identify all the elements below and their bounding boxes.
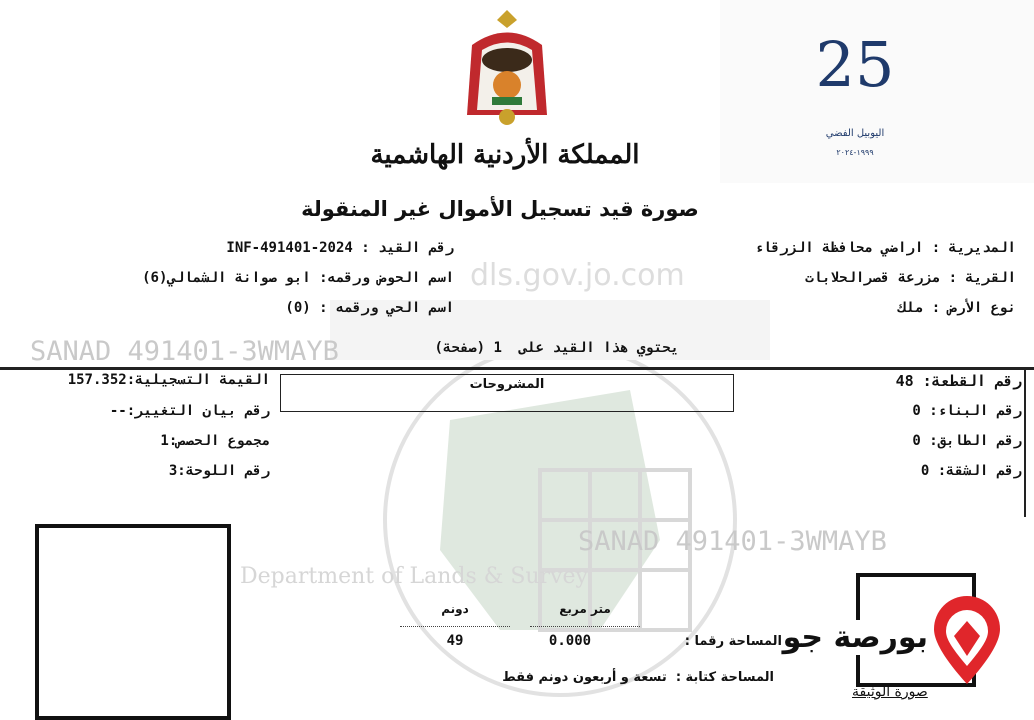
jubilee-logo-years: ١٩٩٩-٢٠٢٤ <box>836 148 874 157</box>
area-written-label: المساحة كتابة : <box>675 670 774 685</box>
remarks-box <box>280 374 734 412</box>
jordan-emblem-icon <box>452 5 562 130</box>
floor-number-row <box>912 433 1022 449</box>
dunum-column-header: دونم <box>441 602 469 616</box>
building-number-value: 0 <box>912 403 921 419</box>
area-sqm-value: 0.000 <box>548 633 592 649</box>
document-title: صورة قيد تسجيل الأموال غير المنقولة <box>301 197 699 221</box>
plate-number-label: رقم اللوحة: <box>177 463 270 479</box>
quarter-value: (0) <box>285 300 311 316</box>
divider <box>0 367 1034 370</box>
plate-number-value: 3 <box>168 463 178 479</box>
brand-logo-icon <box>932 596 1002 686</box>
site-watermark: dls.gov.jo.com <box>470 258 685 293</box>
pages-note <box>435 340 679 356</box>
record-number-label: رقم القيد : <box>361 240 454 256</box>
village-label: القرية : <box>948 270 1016 286</box>
change-statement-label: رقم بيان التغيير: <box>126 403 270 419</box>
record-number-value: 2024-INF-491401 <box>226 240 353 256</box>
quarter-row <box>285 300 454 316</box>
photo-box <box>35 524 231 720</box>
land-type-label: نوع الأرض : <box>931 300 1016 316</box>
record-number-row <box>226 240 454 256</box>
basin-row <box>142 270 454 286</box>
area-written-row <box>502 670 774 685</box>
sanad-watermark-2: SANAD 491401-3WMAYB <box>578 526 887 557</box>
sanad-watermark: SANAD 491401-3WMAYB <box>30 336 339 367</box>
sqm-column-header: متر مربع <box>559 602 611 616</box>
quarter-label: اسم الحي ورقمه : <box>319 300 454 316</box>
shares-total-row <box>60 433 270 449</box>
area-numeric-label: المساحة رقما : <box>684 634 782 649</box>
change-statement-value: -- <box>109 403 127 419</box>
basin-label: اسم الحوض ورقمه: <box>319 270 454 286</box>
parcel-number-row <box>896 372 1022 390</box>
document-image-label: صورة الوثيقة <box>852 684 928 700</box>
directorate-row <box>755 240 1016 256</box>
jubilee-logo-caption: اليوبيل الفضي <box>825 128 885 139</box>
directorate-value: اراضي محافظة الزرقاء <box>754 240 924 256</box>
land-type-row <box>898 300 1016 316</box>
pages-note-suffix: (صفحة) <box>434 340 486 356</box>
land-type-value: ملك <box>897 300 924 316</box>
change-statement-row <box>35 403 270 419</box>
parcel-number-value: 48 <box>895 372 914 390</box>
kingdom-name: المملكة الأردنية الهاشمية <box>370 140 640 170</box>
jubilee-logo-number: 25 <box>815 28 895 101</box>
parcel-number-label: رقم القطعة: <box>922 372 1022 390</box>
registered-value-label: القيمة التسجيلية: <box>126 372 270 388</box>
village-value: مزرعة قصرالحلابات <box>805 270 941 286</box>
village-row <box>805 270 1016 286</box>
directorate-label: المديرية : <box>931 240 1016 256</box>
shares-total-label: مجموع الحصص: <box>168 433 270 449</box>
registered-value: 157.352 <box>67 372 127 388</box>
area-dunum-value: 49 <box>446 633 464 649</box>
seal-text-watermark: Department of Lands & Survey <box>240 564 588 589</box>
apartment-number-value: 0 <box>920 463 930 479</box>
shares-total-value: 1 <box>160 433 169 449</box>
apartment-number-label: رقم الشقة: <box>937 463 1022 479</box>
building-number-row <box>912 403 1022 419</box>
floor-number-value: 0 <box>912 433 921 449</box>
page-count: 1 <box>493 340 502 356</box>
pages-note-prefix: يحتوي هذا القيد على <box>518 340 679 356</box>
brand-logo-text: بورصة جو <box>782 620 928 655</box>
area-written-value: تسعة و أربعون دونم فقط <box>502 670 667 685</box>
dotted-line <box>530 626 640 627</box>
divider-vertical <box>1024 367 1026 517</box>
plate-number-row <box>60 463 270 479</box>
floor-number-label: رقم الطابق: <box>929 433 1022 449</box>
building-number-label: رقم البناء: <box>929 403 1022 419</box>
dotted-line <box>400 626 510 627</box>
basin-value: ابو صوانة الشمالي(6) <box>142 270 311 286</box>
apartment-number-row <box>921 463 1022 479</box>
registered-value-row <box>35 372 270 388</box>
remarks-label: المشروحات <box>469 377 545 392</box>
